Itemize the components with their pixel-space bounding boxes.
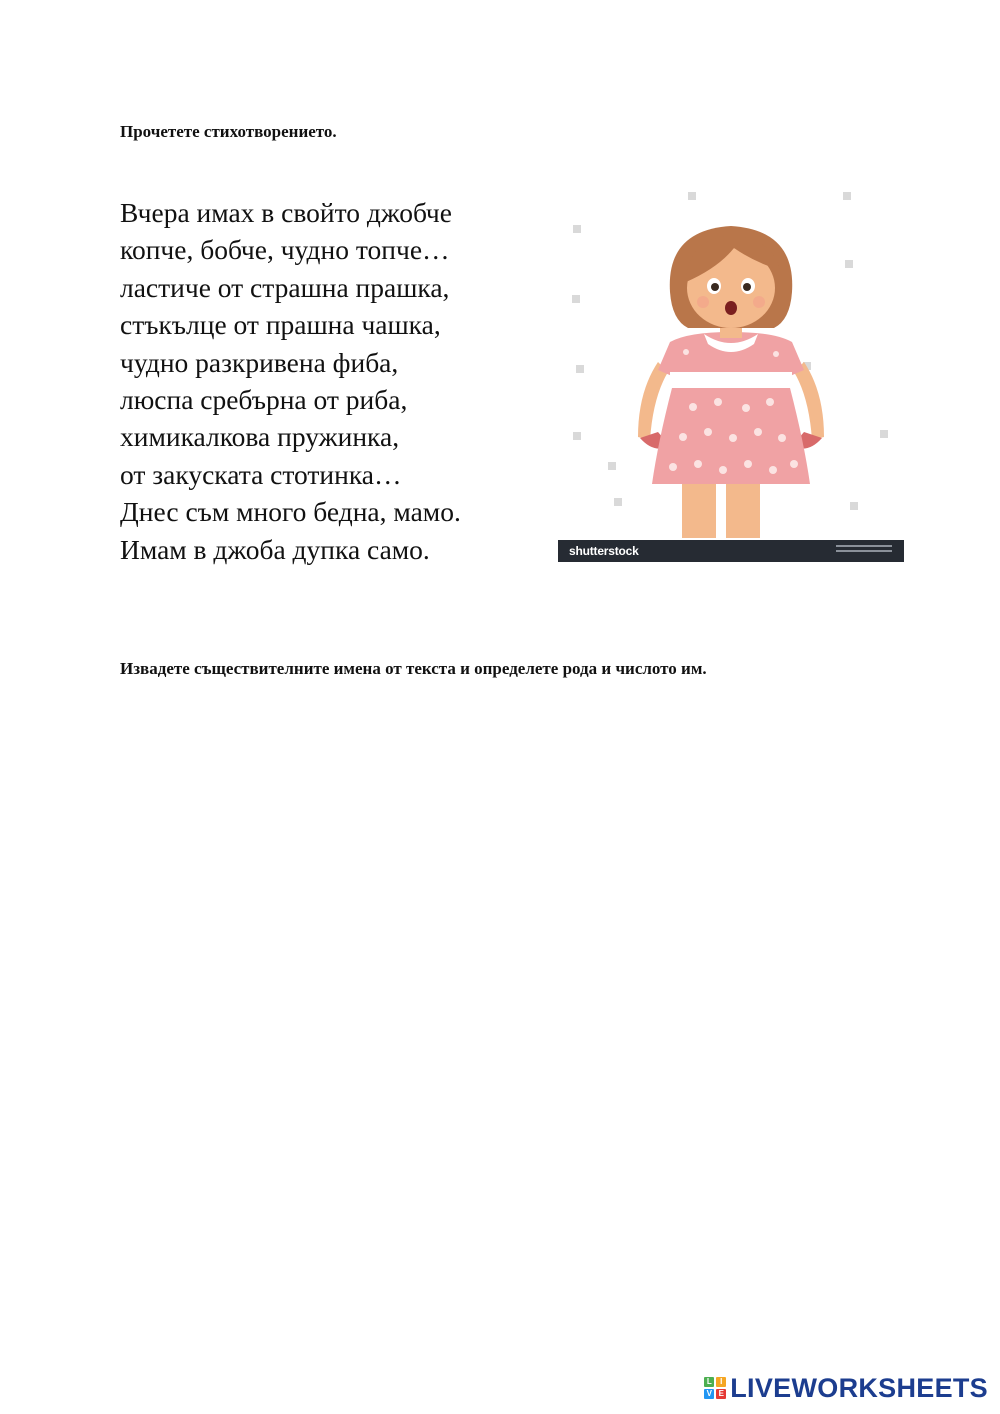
poem-line: Имам в джоба дупка само. bbox=[120, 533, 430, 565]
poem-line: стъкълце от прашна чашка, bbox=[120, 309, 441, 341]
poem-line: ластиче от страшна прашка, bbox=[120, 271, 450, 303]
stock-watermark-logo: shutterstock bbox=[569, 544, 639, 558]
logo-square: L bbox=[704, 1377, 714, 1387]
poem-line: люспа сребърна от риба, bbox=[120, 384, 408, 416]
instruction-task: Извадете съществителните имена от текста и определете рода и числото им. bbox=[120, 659, 707, 678]
logo-square: E bbox=[716, 1389, 726, 1399]
poem-line: Днес съм много бедна, мамо. bbox=[120, 496, 461, 528]
logo-square: I bbox=[716, 1377, 726, 1387]
poem bbox=[120, 194, 461, 568]
logo-square: V bbox=[704, 1389, 714, 1399]
liveworksheets-logo-icon bbox=[704, 1377, 726, 1399]
poem-line: копче, бобче, чудно топче… bbox=[120, 234, 450, 266]
stock-image-id bbox=[836, 545, 892, 557]
stock-watermark-bar bbox=[558, 540, 904, 562]
poem-line: от закуската стотинка… bbox=[120, 458, 402, 490]
girl-illustration bbox=[558, 192, 904, 562]
girl-drawing bbox=[558, 192, 904, 540]
liveworksheets-logo-text: LIVEWORKSHEETS bbox=[730, 1373, 988, 1403]
instruction-read: Прочетете стихотворението. bbox=[120, 122, 337, 141]
poem-line: химикалкова пружинка, bbox=[120, 421, 400, 453]
poem-line: чудно разкривена фиба, bbox=[120, 346, 399, 378]
poem-line: Вчера имах в свойто джобче bbox=[120, 197, 452, 228]
liveworksheets-logo bbox=[704, 1373, 988, 1403]
